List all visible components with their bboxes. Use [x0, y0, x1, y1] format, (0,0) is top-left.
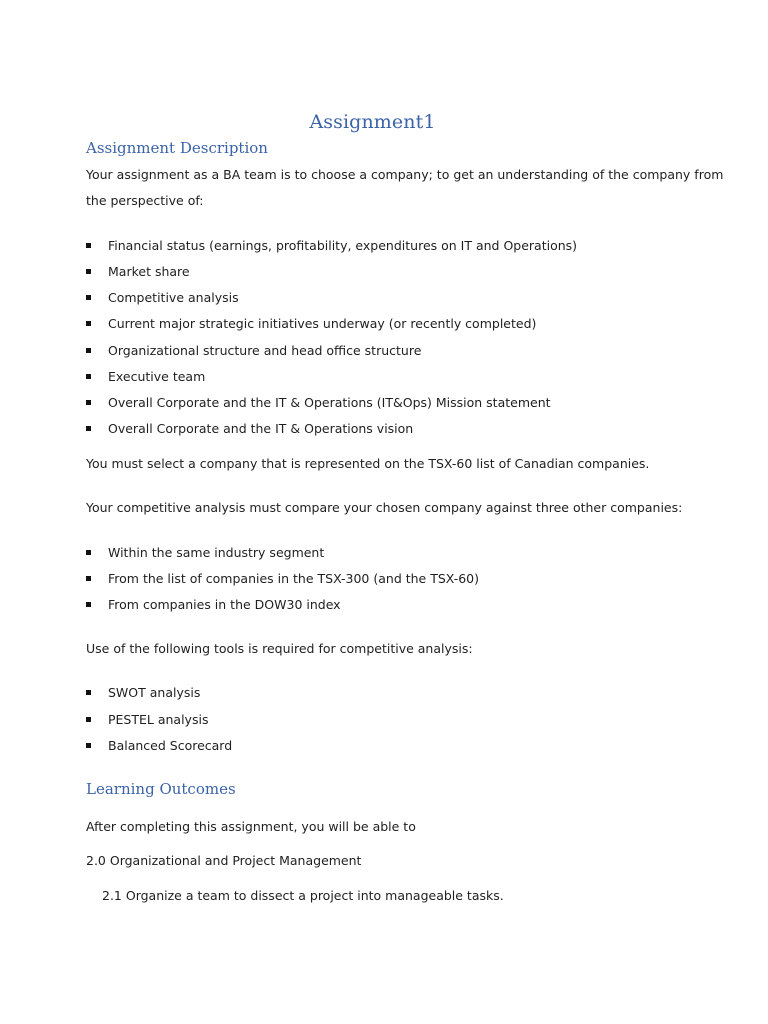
list-item-text: From the list of companies in the TSX-300 (and the TSX-60) — [108, 571, 480, 586]
list-item-text: Current major strategic initiatives underway (or recently completed) — [108, 316, 537, 331]
bullet-icon — [86, 269, 91, 274]
list-item-text: Within the same industry segment — [108, 545, 325, 560]
bullet-icon — [86, 295, 91, 300]
list-item-text: Overall Corporate and the IT & Operations vision — [108, 421, 414, 436]
list-item-text: Market share — [108, 264, 190, 279]
comparison-intro-paragraph: Your competitive analysis must compare your chosen company against three other companies: — [86, 500, 683, 515]
list-item-text: Overall Corporate and the IT & Operations (IT&Ops) Mission statement — [108, 395, 551, 410]
bullet-icon — [86, 426, 91, 431]
bullet-icon — [86, 602, 91, 607]
bullet-icon — [86, 550, 91, 555]
bullet-icon — [86, 717, 91, 722]
bullet-icon — [86, 743, 91, 748]
list-item-text: PESTEL analysis — [108, 712, 209, 727]
list-item-text: From companies in the DOW30 index — [108, 597, 341, 612]
list-item-text: Organizational structure and head office structure — [108, 343, 422, 358]
document-title: Assignment1 — [309, 111, 436, 133]
bullet-icon — [86, 690, 91, 695]
bullet-icon — [86, 576, 91, 581]
list-item-text: Balanced Scorecard — [108, 738, 233, 753]
list-item-text: SWOT analysis — [108, 685, 201, 700]
outcome-item-main: 2.0 Organizational and Project Management — [86, 853, 362, 868]
bullet-icon — [86, 321, 91, 326]
bullet-icon — [86, 374, 91, 379]
list-item-text: Competitive analysis — [108, 290, 239, 305]
bullet-icon — [86, 243, 91, 248]
list-item-text: Executive team — [108, 369, 206, 384]
outcomes-intro-paragraph: After completing this assignment, you will be able to — [86, 819, 416, 834]
bullet-icon — [86, 348, 91, 353]
learning-outcomes-heading: Learning Outcomes — [86, 780, 236, 798]
list-item-text: Financial status (earnings, profitability, expenditures on IT and Operations) — [108, 238, 578, 253]
assignment-description-heading: Assignment Description — [86, 139, 268, 157]
bullet-icon — [86, 400, 91, 405]
intro-paragraph-line-1: Your assignment as a BA team is to choose a company; to get an understanding of the company from — [86, 167, 724, 182]
outcome-item-sub: 2.1 Organize a team to dissect a project into manageable tasks. — [102, 888, 504, 903]
intro-paragraph-line-2: the perspective of: — [86, 193, 204, 208]
tsx-requirement-paragraph: You must select a company that is represented on the TSX-60 list of Canadian companies. — [86, 456, 650, 471]
tools-intro-paragraph: Use of the following tools is required for competitive analysis: — [86, 641, 473, 656]
